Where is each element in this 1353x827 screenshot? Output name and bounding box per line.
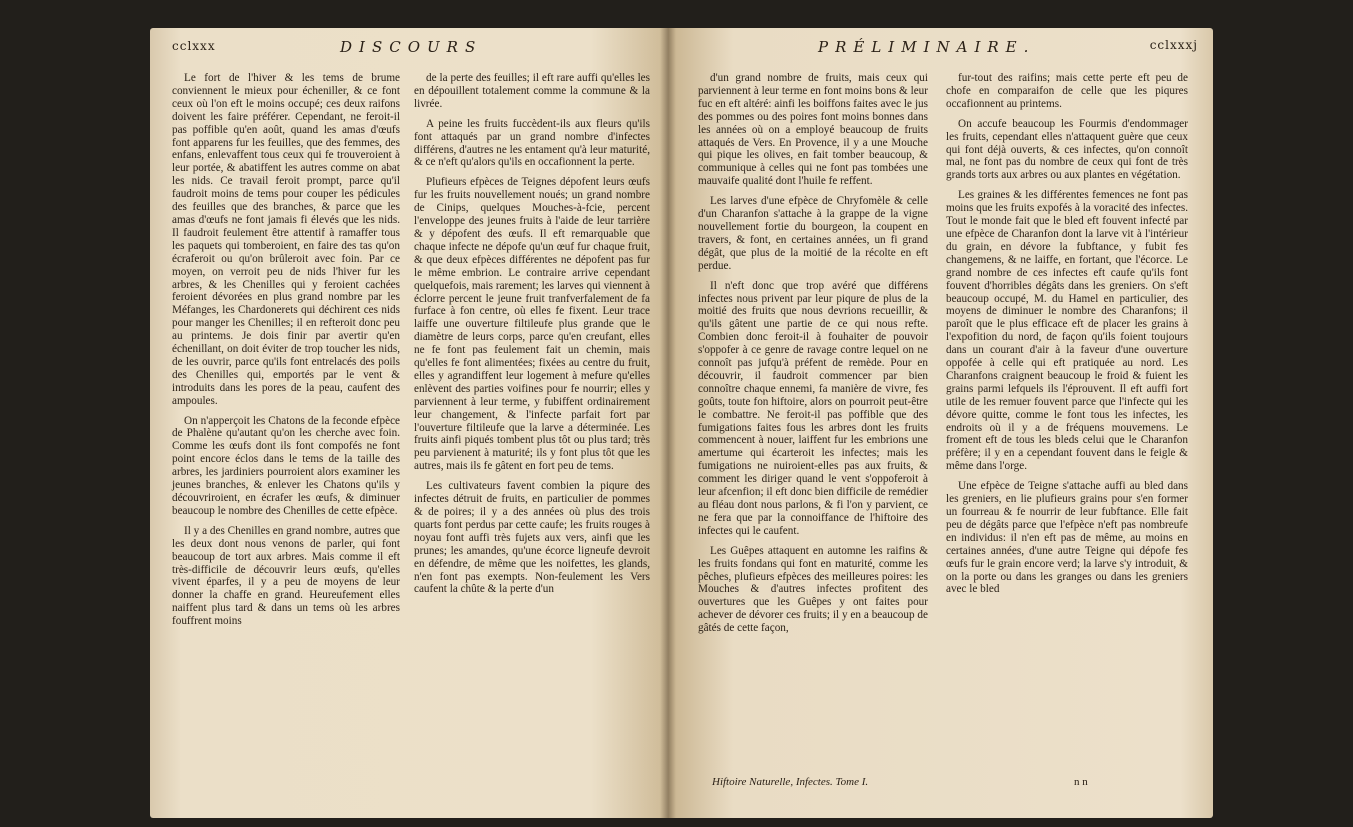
paragraph: On accufe beaucoup les Fourmis d'endommager les fruits, cependant elles n'attaquent guère que ceux qui font déjà ouverts, & ces infectes, qu'on connoît mal, ne font pas du nombre de ceux qui font de très grands torts aux arbres ou aux plantes en végétation. (946, 117, 1188, 182)
paragraph: Une efpèce de Teigne s'attache auffi au bled dans les greniers, en lie plufieurs grains pour s'en former un fourreau & fe nourrir de leur fubftance. Elle fait peu de dégâts parce que l'efpèce n'eft pas nombreufe en individus: il n'en eft pas de même, au moins en certaines années, d'une autre Teigne qui dépofe fes œufs fur le grain encore verd; la larve s'y introduit, & on la porte ou dans les granges ou dans les greniers avec le bled (946, 480, 1188, 596)
footer-title: Hiftoire Naturelle, Infectes. Tome I. (712, 776, 869, 788)
paragraph: Plufieurs efpèces de Teignes dépofent leurs œufs fur les fruits nouvellement noués; un grand nombre de Cinips, quelques Mouches-à-fcie, percent l'enveloppe des jeunes fruits à l'aide de leur tarrière & y dépofent des œufs. Il eft remarquable que chaque infecte ne dépofe qu'un œuf fur chaque fruit, & que deux efpèces différentes ne dépofent pas fur le même embrion. Le contraire arrive cependant quelquefois, mais rarement; les larves qui viennent à éclorre percent le jeune fruit tranfverfalement de fa furface à fon centre, où elles fe fixent. Leur trace laiffe une ouverture filtileufe plus grande que le diamètre de leurs corps, parce qu'en creufant, elles ne fe font pas feulement fait un chemin, mais qu'elles fe font alimentées; fixées au centre du fruit, elles y agrandiffent leur logement à mefure qu'elles enlèvent des parties voifines pour fe nourrir; elles y parviennent à leur terme, y fubiffent ordinairement leur changement, & l'infecte parfait fort par l'ouverture filtileufe que la larve a déterminée. Les fruits ainfi piqués tombent plus tôt ou plus tard; très peu parvienent à maturité; ils y font plus tôt que les autres, mais ils fe gâtent en fort peu de tems. (414, 176, 650, 473)
left-header (172, 38, 650, 54)
paragraph: de la perte des feuilles; il eft rare auffi qu'elles les en dépouillent totalement comme la commune & la livrée. (414, 72, 650, 110)
paragraph: Les Guêpes attaquent en automne les raifins & les fruits fondans qui font en maturité, comme les pêches, plufieurs efpèces des meilleures poires: les Mouches & d'autres infectes profitent des ouvertures que les Guêpes y ont faites pour achever de dévorer ces fruits; il y en a beaucoup de gâtés de cette façon, (698, 544, 928, 635)
paragraph: On n'apperçoit les Chatons de la feconde efpèce de Phalène qu'autant qu'on les cherche avec foin. Comme les œufs dont ils font compofés ne font point encore éclos dans le tems de la taille des arbres, les jardiniers pourroient alors examiner les jeunes branches, & enlever les Chatons qu'ils y découvriroient, en écrafer les œufs, & diminuer beaucoup le nombre des Chenilles de cette efpèce. (172, 414, 400, 517)
left-running-head: DISCOURS (340, 38, 483, 56)
paragraph: Les larves d'une efpèce de Chryfomèle & celle d'un Charanfon s'attache à la grappe de la vigne nouvellement fortie du bourgeon, la coupent en travers, & font, en certaines années, un fi grand dégât, que plus de la moitié de la récolte en eft perdue. (698, 195, 928, 272)
right-header (818, 38, 1198, 56)
right-column-2 (946, 72, 1188, 603)
paragraph: Il n'eft donc que trop avéré que différens infectes nous privent par leur piqure de plus de la moitié des fruits que nous devrions recueillir, & qu'ils gâtent une partie de ce qui nous refte. Combien donc feroit-il à fouhaiter de pouvoir s'oppofer à ce genre de ravage contre lequel on ne connoît pas jufqu'à préfent de remède. Pour en découvrir, il faudroit commencer par bien connoître chaque ennemi, fa manière de vivre, fes goûts, toute fon hiftoire, alors on pourroit peut-être le combattre. Ne feroit-il pas poffible que des fumigations faites fous les arbres dont les fruits commencent à nouer, laiffent fur les embrions une amertume qui écarteroit les infectes; mais les fumigations ne nuiroient-elles pas aux fruits, & comment les diriger quand le vent s'oppoferoit à leur afcenfion; il eft donc bien difficile de remédier au fléau dont nous parlons, & fi l'on y parvient, ce ne fera que par la connoiffance de l'hiftoire des infectes qui le caufent. (698, 279, 928, 537)
right-page-number: cclxxxj (1149, 38, 1198, 52)
signature-mark: n n (1074, 776, 1088, 788)
paragraph: Il y a des Chenilles en grand nombre, autres que les deux dont nous venons de parler, qui font beaucoup de tort aux arbres. Mais comme il eft très-difficile de découvrir leurs œufs, qu'elles vivent éparfes, il y a peu de moyens de leur donner la chaffe en grand. Heureufement elles naiffent plus tard & dans un tems où les arbres fouffrent moins (172, 524, 400, 628)
paragraph: Les graines & les différentes femences ne font pas moins que les fruits expofés à la voracité des infectes. Tout le monde fait que le bled eft fouvent infecté par une efpèce de Charanfon dont la larve vit à l'intérieur du grain, en dévore la fubftance, y fubit fes changemens, & ne laiffe, en fortant, que l'écorce. Le grand nombre de ces infectes eft caufe qu'ils font fouvent d'horribles dégâts dans les greniers. On s'eft beaucoup occupé, M. du Hamel en particulier, des moyens de diminuer le nombre des Charanfons; il paroît que le plus efficace eft de placer les grains à l'expofition du nord, de façon qu'ils foient toujours dans un courant d'air à la faveur d'une ouverture oppofée à celle qui eft pratiquée au nord. Les Charanfons craignent beaucoup le froid & fuient les grains parmi lefquels ils l'éprouvent. Il eft auffi fort utile de les remuer fouvent parce que l'infecte qui les dévore quitte, comme le font tous les infectes, les endroits où il y a de fréquens mouvemens. Le froment eft de tous les bleds celui que le Charanfon préfère; il y en a cependant fouvent dans le feigle & même dans l'orge. (946, 189, 1188, 473)
left-page-number: cclxxx (172, 39, 216, 53)
paragraph: A peine les fruits fuccèdent-ils aux fleurs qu'ils font attaqués par un grand nombre d'infectes différens, d'autres ne les entament qu'à leur maturité, & ce n'eft qu'alors qu'ils en occafionnent la perte. (414, 117, 650, 169)
paragraph: fur-tout des raifins; mais cette perte eft peu de chofe en comparaifon de celle que les piqures occafionnent au printems. (946, 72, 1188, 110)
book-gutter (660, 28, 676, 818)
paragraph: d'un grand nombre de fruits, mais ceux qui parviennent à leur terme en font moins bons & leur fuc en eft altéré: ainfi les boiffons faites avec le jus des pommes ou des poires font moins bonnes dans les années où on a employé beaucoup de fruits attaqués de Vers. En Provence, il y a une Mouche qui pique les olives, en fait tomber beaucoup, & communique à celles qui ne font pas tombées une mauvaife qualité dont l'huile fe reffent. (698, 72, 928, 188)
paragraph: Les cultivateurs favent combien la piqure des infectes détruit de fruits, en particulier de pommes & de poires; il y a des années où plus des trois quarts font perdus par cette caufe; les fruits rouges à noyau font auffi très fujets aux vers, ainfi que les prunes; les amandes, qu'une écorce ligneufe devroit en défendre, de même que les noifettes, les glands, n'en font pas exempts. Non-feulement les Vers caufent la chûte & la perte d'un (414, 480, 650, 596)
left-column-1 (172, 72, 400, 635)
right-column-1 (698, 72, 928, 642)
paragraph: Le fort de l'hiver & les tems de brume conviennent le mieux pour écheniller, & ce font ceux où l'on eft le moins occupé; ces deux raifons doivent les faire préférer. Cependant, ne feroit-il pas poffible qu'en août, quand les amas d'œufs font apparens fur les feuilles, que des femmes, des enfans, enlevaffent tous ceux qui fe trouveroient à leur portée, & abatiffent les autres comme on abat les nids. Ce travail feroit prompt, parce qu'il faudroit moins de tems pour couper les pédicules des feuilles que des branches, & parce que les amas d'œufs ne font jamais fi élevés que les nids. Il faudroit feulement être attentif à ramaffer tous les paquets qui tomberoient, en faire des tas qu'on écraferoit ou qu'on brûleroit avec foin. Par ce moyen, on verroit peu de nids l'hiver fur les arbres, & les Chenilles qui y feroient cachées feroient dévorées en plus grand nombre par les Méfanges, les Chardonerets qui déchirent ces nids pour manger les Chenilles; il en refteroit donc peu au printems. Je dois finir par avertir qu'en échenillant, on doit éviter de trop toucher les nids, de les ouvrir, parce qu'ils font entrelacés des poils des Chenilles qui, emportés par le vent & introduits dans les pores de la peau, caufent des ampoules. (172, 72, 400, 407)
right-running-head: PRÉLIMINAIRE. (818, 38, 1036, 56)
left-column-2 (414, 72, 650, 603)
